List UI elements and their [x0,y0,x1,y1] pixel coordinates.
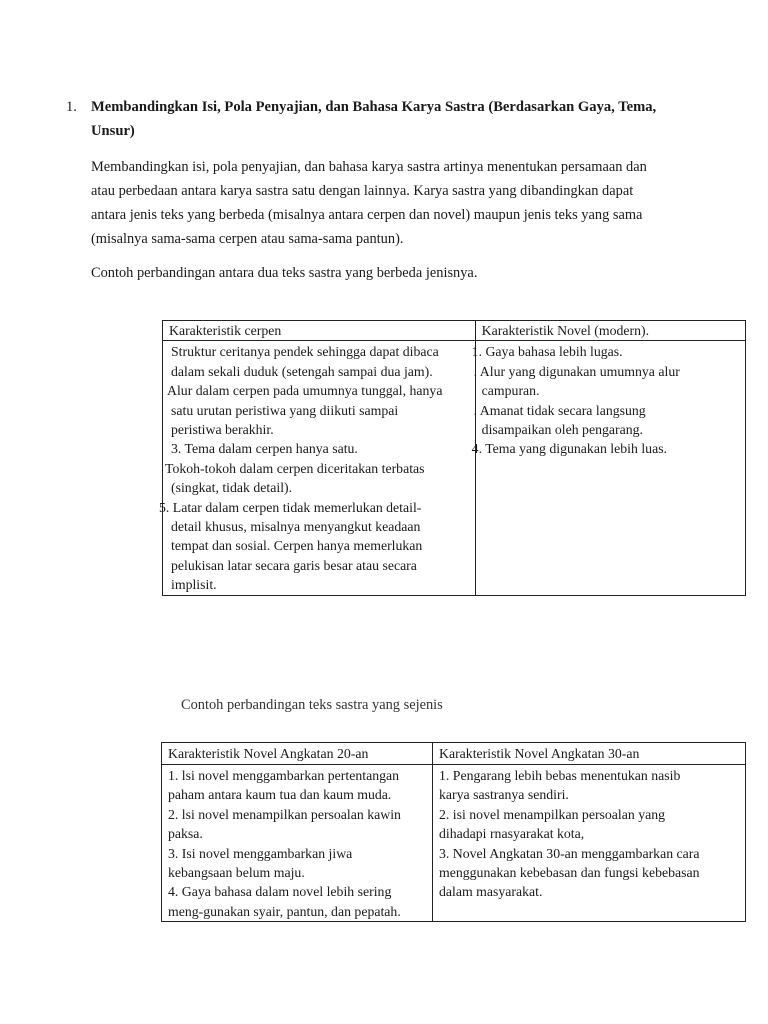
section-number: 1. [66,99,77,115]
table-cell [162,765,433,922]
cell-line: 3. Novel Angkatan 30-an menggambarkan cara [439,845,700,861]
intro-line: Membandingkan isi, pola penyajian, dan bahasa karya sastra artinya menentukan persamaan dan [91,159,647,175]
section-title-line-2: Unsur) [91,123,135,139]
cell-line: peristiwa berakhir. [171,422,274,438]
cell-line: 4. Tema yang digunakan lebih luas. [471,441,668,457]
cell-line: kebangsaan belum maju. [168,865,305,881]
intro-line: atau perbedaan antara karya sastra satu dengan lainnya. Karya sastra yang dibandingkan dapat [91,183,634,199]
cell-line: 3. Isi novel menggambarkan jiwa [168,845,353,861]
table-row [163,341,746,595]
cell-line: implisit. [171,577,217,593]
section-title-line-1: Membandingkan Isi, Pola Penyajian, dan Bahasa Karya Sastra (Berdasarkan Gaya, Tema, [91,99,657,115]
second-example-caption: Contoh perbandingan teks sastra yang sejenis [181,697,443,713]
cell-line: meng-gunakan syair, pantun, dan pepatah. [168,903,401,919]
cell-line: 1. Gaya bahasa lebih lugas. [471,344,623,360]
section-heading [66,95,706,143]
cell-line: 1. Pengarang lebih bebas menentukan nasib [439,768,681,783]
cell-line: menggunakan kebebasan dan fungsi kebebasan [439,865,700,881]
cell-line: dihadapi rnasyarakat kota, [439,826,585,842]
cell-line: 5. Latar dalam cerpen tidak memerlukan detail- [159,499,422,515]
cell-line: satu urutan peristiwa yang diikuti sampai [171,402,399,418]
cell-line: tempat dan sosial. Cerpen hanya memerlukan [171,538,423,554]
cell-line: campuran. [481,383,540,399]
table-header-cell: Karakteristik cerpen [163,321,476,341]
table-cell [159,341,476,595]
cell-line: pelukisan latar secara garis besar atau secara [171,557,417,573]
table-cell [471,341,745,595]
comparison-table-cerpen-novel [159,320,746,596]
cell-line: dalam masyarakat. [439,884,543,900]
cell-line: Alur dalam cerpen pada umumnya tunggal, hanya [167,383,443,399]
cell-line: 2. isi novel menampilkan persoalan yang [439,806,666,822]
table-header-cell: Karakteristik Novel Angkatan 30-an [433,743,746,765]
example-caption: Contoh perbandingan antara dua teks sastra yang berbeda jenisnya. [91,265,478,281]
cell-line: 3. Tema dalam cerpen hanya satu. [171,441,358,457]
cell-line: disampaikan oleh pengarang. [481,422,643,438]
cell-line: Tokoh-tokoh dalam cerpen diceritakan terbatas [165,460,425,476]
intro-line: (misalnya sama-sama cerpen atau sama-sama pantun). [91,231,404,247]
cell-line: paksa. [168,826,203,842]
cell-line: dalam sekali duduk (setengah sampai dua jam). [171,363,433,379]
cell-line: Struktur ceritanya pendek sehingga dapat dibaca [171,344,439,360]
cell-line: 1. lsi novel menggambarkan pertentangan [168,768,400,783]
section-title [91,95,706,143]
comparison-table-novel-angkatan [161,742,746,922]
cell-line: karya sastranya sendiri. [439,787,569,803]
cell-line: detail khusus, misalnya menyangkut keadaan [171,519,421,535]
intro-line: antara jenis teks yang berbeda (misalnya antara cerpen dan novel) maupun jenis teks yang sama [91,207,643,223]
cell-line: . Amanat tidak secara langsung [473,402,646,418]
table-cell [433,765,746,922]
table-row [162,765,746,922]
table-header-cell: Karakteristik Novel (modern). [475,321,745,341]
cell-line: (singkat, tidak detail). [171,480,293,496]
cell-line: . Alur yang digunakan umumnya alur [473,363,680,379]
intro-paragraph [91,155,691,251]
cell-line: 2. lsi novel menampilkan persoalan kawin [168,806,401,822]
table-header-row [162,743,746,765]
cell-line: 4. Gaya bahasa dalam novel lebih sering [168,884,392,900]
table-header-row [163,321,746,341]
cell-line: paham antara kaum tua dan kaum muda. [168,787,392,803]
table-header-cell: Karakteristik Novel Angkatan 20-an [162,743,433,765]
